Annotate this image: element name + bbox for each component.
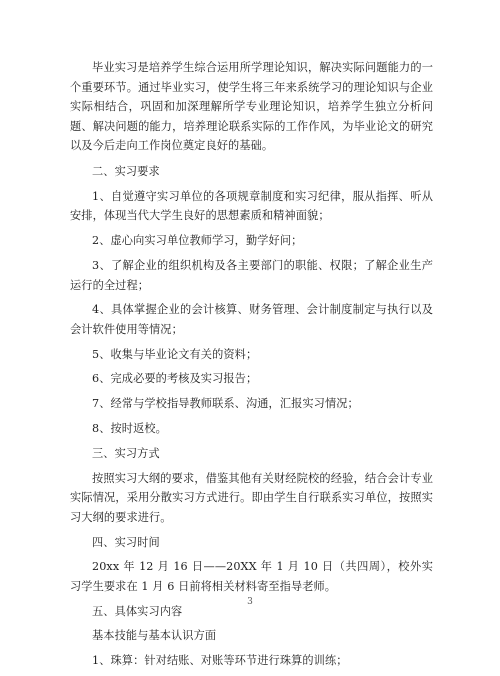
requirement-item: 1、自觉遵守实习单位的各项规章制度和实习纪律，服从指挥、听从安排，体现当代大学生良好的思想素质和精神面貌； <box>70 189 433 223</box>
section-heading-time: 四、实习时间 <box>92 535 160 549</box>
content-item: 1、珠算：针对结账、对账等环节进行珠算的训练； <box>92 654 348 668</box>
section-heading-method: 三、实习方式 <box>92 446 160 460</box>
requirement-item: 6、完成必要的考核及实习报告； <box>92 372 258 386</box>
method-paragraph: 按照实习大纲的要求，借鉴其他有关财经院校的经验，结合会计专业实际情况，采用分散实习方式进行。即由学生自行联系实习单位，按照实习大纲的要求进行。 <box>70 471 433 524</box>
content-subheading: 基本技能与基本认识方面 <box>92 629 217 643</box>
requirement-item: 4、具体掌握企业的会计核算、财务管理、会计制度制定与执行以及会计软件使用等情况； <box>70 303 433 336</box>
section-heading-requirements: 二、实习要求 <box>92 164 160 178</box>
requirement-item: 8、按时返校。 <box>92 422 167 435</box>
section-heading-content: 五、具体实习内容 <box>92 604 183 618</box>
page-number: 3 <box>247 597 253 607</box>
intro-paragraph: 毕业实习是培养学生综合运用所学理论知识，解决实际问题能力的一个重要环节。通过毕业实习，使学生将三年来系统学习的理论知识与企业实际相结合，巩固和加深理解所学专业理论知识，培养学生独立分析问题、解决问题的能力，培养理论联系实际的工作作风，为毕业论文的研究以及今后走向工作岗位奠定良好的基础。 <box>70 61 433 153</box>
requirement-item: 7、经常与学校指导教师联系、沟通，汇报实习情况； <box>92 397 359 411</box>
time-paragraph: 20xx 年 12 月 16 日——20XX 年 1 月 10 日（共四周），校外实习学生要求在 1 月 6 日前将相关材料寄至指导老师。 <box>70 560 433 593</box>
requirement-item: 5、收集与毕业论文有关的资料； <box>92 347 258 361</box>
document-body <box>70 58 433 676</box>
requirement-item: 2、虚心向实习单位教师学习，勤学好问； <box>92 234 303 248</box>
requirement-item: 3、了解企业的组织机构及各主要部门的职能、权限；了解企业生产运行的全过程； <box>70 258 433 292</box>
